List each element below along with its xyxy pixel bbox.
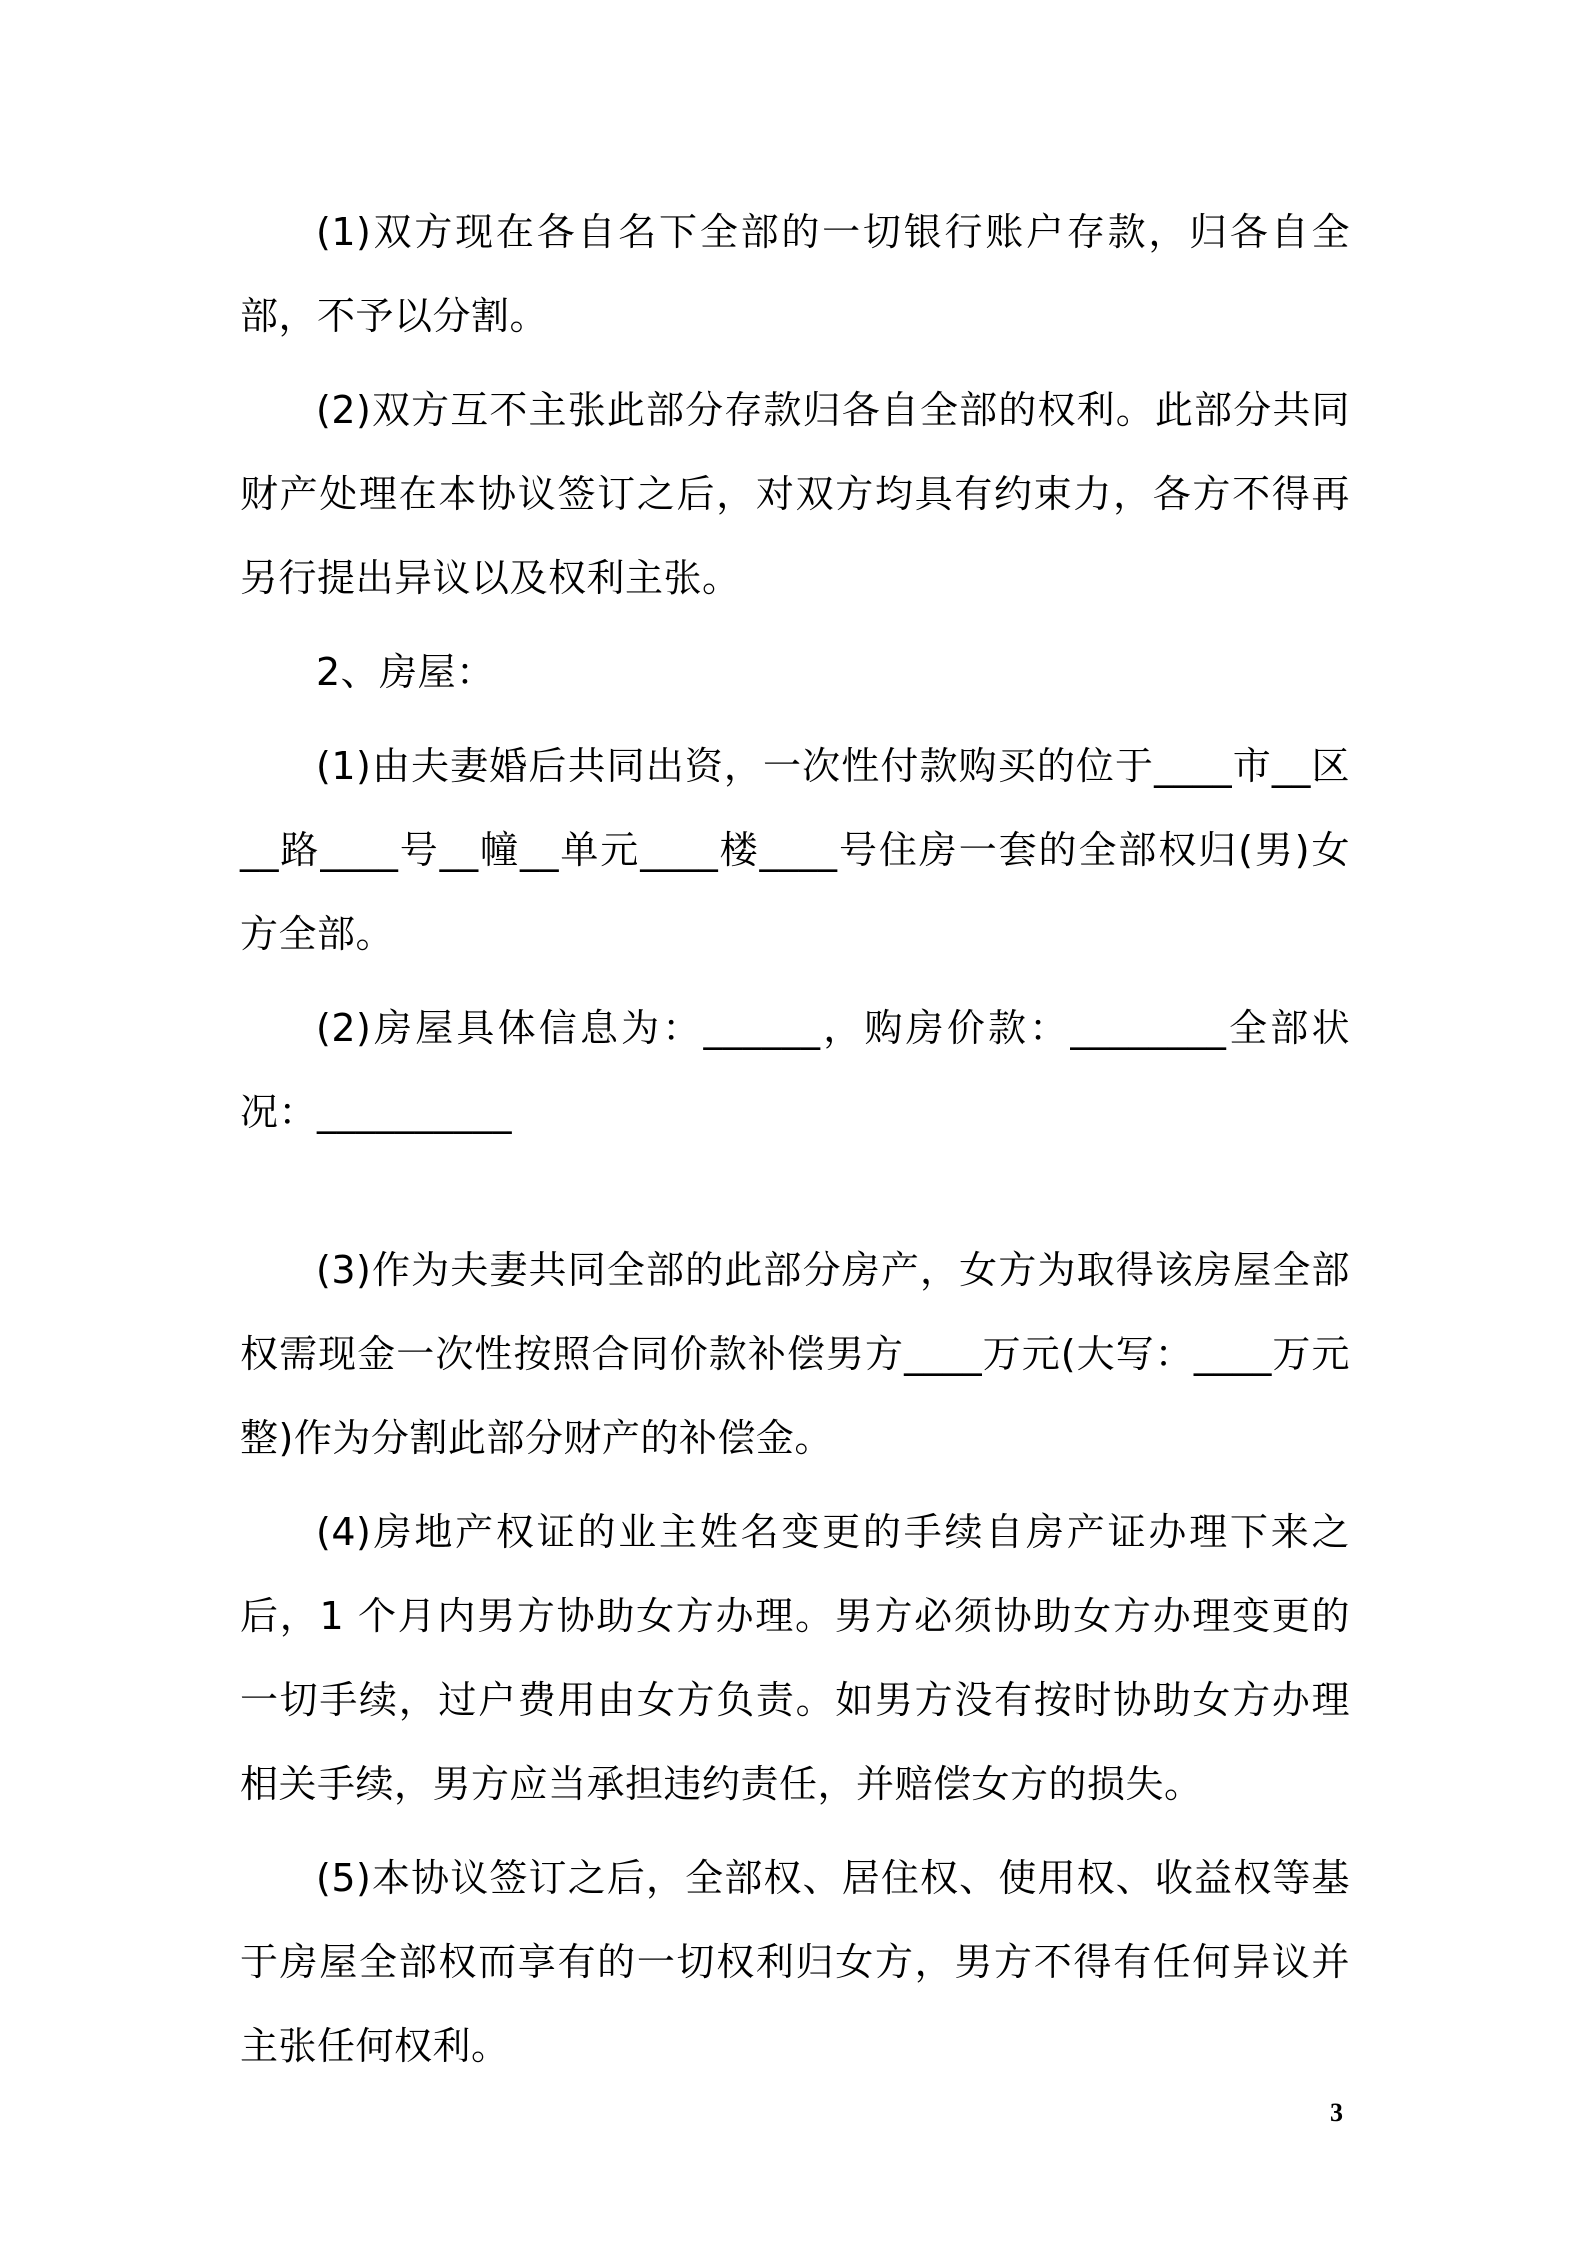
paragraph-house-ownership: (1)由夫妻婚后共同出资，一次性付款购买的位于____市__区__路____号__幢__单元____楼____号住房一套的全部权归(男)女方全部。: [240, 744, 1350, 956]
page-number: 3: [1330, 2098, 1343, 2127]
paragraph-compensation: (3)作为夫妻共同全部的此部分房产，女方为取得该房屋全部权需现金一次性按照合同价款补偿男方____万元(大写：____万元整)作为分割此部分财产的补偿金。: [240, 1248, 1350, 1460]
paragraph-deposit-rights: (2)双方互不主张此部分存款归各自全部的权利。此部分共同财产处理在本协议签订之后，对双方均具有约束力，各方不得再另行提出异议以及权利主张。: [240, 388, 1350, 600]
paragraph-title-transfer: (4)房地产权证的业主姓名变更的手续自房产证办理下来之后，1 个月内男方协助女方办理。男方必须协助女方办理变更的一切手续，过户费用由女方负责。如男方没有按时协助女方办理相关手续，男方应当承担违约责任，并赔偿女方的损失。: [240, 1510, 1350, 1806]
section-heading-house: 2、房屋：: [316, 650, 495, 694]
paragraph-rights-after-signing: (5)本协议签订之后，全部权、居住权、使用权、收益权等基于房屋全部权而享有的一切权利归女方，男方不得有任何异议并主张任何权利。: [240, 1856, 1350, 2068]
document-body: [240, 190, 1350, 2098]
blank-gap: [240, 1164, 1350, 1228]
paragraph-house-info: (2)房屋具体信息为：______，购房价款：________全部状况：__________: [240, 1006, 1350, 1134]
paragraph-bank-deposits: (1)双方现在各自名下全部的一切银行账户存款，归各自全部，不予以分割。: [240, 210, 1350, 338]
